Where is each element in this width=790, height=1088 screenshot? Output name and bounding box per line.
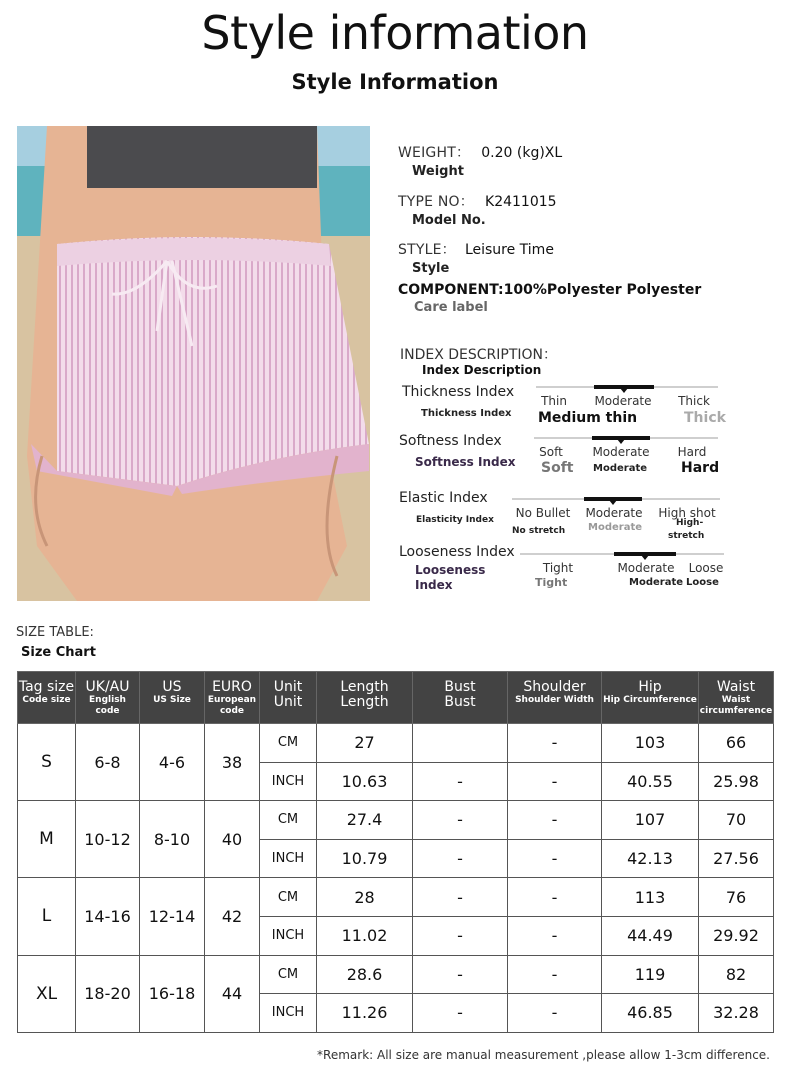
bust-cell: - — [413, 955, 508, 994]
table-row — [18, 724, 774, 763]
header-cn: Unit — [273, 694, 303, 710]
option-cn: Soft — [541, 460, 574, 476]
euro-cell: 40 — [205, 801, 260, 878]
option-label: High shot — [658, 506, 716, 520]
col-header-us — [140, 672, 205, 724]
header-en: Tag size — [18, 679, 75, 695]
component-value: COMPONENT:100%Polyester Polyester — [398, 282, 702, 298]
shoulder-cell: - — [508, 801, 602, 840]
bust-cell: - — [413, 801, 508, 840]
length-cell: 27 — [317, 724, 413, 763]
shoulder-cell: - — [508, 916, 602, 955]
option-cn: Thick — [684, 410, 726, 426]
option-cn: Hard — [681, 460, 720, 476]
weight-label: WEIGHT： — [398, 145, 471, 161]
header-en: Shoulder — [523, 679, 586, 695]
index-name-cn: Index — [415, 578, 453, 592]
option-cn: Moderate — [593, 463, 648, 474]
option-cn: Tight — [535, 576, 568, 589]
bust-cell — [413, 724, 508, 763]
selected-marker — [594, 385, 654, 389]
weight-block — [398, 142, 778, 179]
hip-cell: 46.85 — [602, 994, 699, 1033]
length-cell: 10.63 — [317, 762, 413, 801]
header-cn: Length — [340, 694, 389, 710]
remark-note: *Remark: All size are manual measurement ,please allow 1-3cm difference. — [317, 1048, 770, 1062]
col-header-length — [317, 672, 413, 724]
unit-cell: INCH — [260, 916, 317, 955]
waist-cell: 29.92 — [699, 916, 774, 955]
us-cell: 8-10 — [140, 801, 205, 878]
unit-cell: INCH — [260, 994, 317, 1033]
selected-marker — [592, 436, 650, 440]
index-scale-bar — [512, 498, 720, 500]
waist-cell: 76 — [699, 878, 774, 917]
hip-cell: 119 — [602, 955, 699, 994]
index-name-cn: Looseness — [415, 563, 486, 577]
shorts-illustration — [17, 126, 370, 601]
uk-cell: 10-12 — [76, 801, 140, 878]
option-label: Tight — [542, 561, 574, 575]
tag-size-cell: XL — [18, 955, 76, 1032]
unit-cell: CM — [260, 955, 317, 994]
thickness-index-row — [398, 384, 790, 434]
style-label: STYLE： — [398, 242, 456, 258]
shoulder-cell: - — [508, 762, 602, 801]
page-title: Style information — [201, 6, 589, 60]
tag-size-cell: M — [18, 801, 76, 878]
hip-cell: 42.13 — [602, 839, 699, 878]
header-en: Waist — [716, 679, 756, 695]
hip-cell: 107 — [602, 801, 699, 840]
us-cell: 16-18 — [140, 955, 205, 1032]
option-label: Thin — [541, 394, 567, 408]
option-label: Thick — [678, 394, 710, 408]
size-table-label: SIZE TABLE: — [16, 625, 94, 640]
unit-cell: INCH — [260, 839, 317, 878]
us-cell: 4-6 — [140, 724, 205, 801]
elastic-index-row — [398, 490, 790, 540]
weight-value: 0.20 (kg)XL — [481, 145, 563, 161]
bust-cell: - — [413, 839, 508, 878]
option-label: Moderate — [585, 506, 643, 520]
header-cn: Hip Circumference — [603, 695, 697, 705]
waist-cell: 27.56 — [699, 839, 774, 878]
header-row — [18, 672, 774, 724]
option-label: Hard — [677, 445, 707, 459]
looseness-index-row — [398, 544, 790, 594]
index-name-cn: Softness Index — [415, 455, 516, 469]
component-block — [398, 279, 778, 315]
table-row — [18, 878, 774, 917]
option-label: Moderate — [592, 445, 650, 459]
index-title: INDEX DESCRIPTION： — [400, 347, 558, 363]
size-chart-table — [17, 671, 774, 1033]
option-label: Soft — [539, 445, 563, 459]
selected-marker — [614, 552, 676, 556]
col-header-uk — [76, 672, 140, 724]
index-name-cn: Elasticity Index — [416, 515, 494, 525]
option-label: No Bullet — [515, 506, 571, 520]
index-name: Softness Index — [399, 433, 502, 449]
component-cn: Care label — [414, 300, 488, 315]
uk-cell: 18-20 — [76, 955, 140, 1032]
table-row — [18, 955, 774, 994]
header-en: Length — [340, 679, 389, 695]
table-row — [18, 801, 774, 840]
option-cn: High- — [676, 518, 704, 528]
col-header-hip — [602, 672, 699, 724]
length-cell: 27.4 — [317, 801, 413, 840]
index-scale-bar — [536, 386, 718, 388]
waist-cell: 82 — [699, 955, 774, 994]
unit-cell: INCH — [260, 762, 317, 801]
option-cn: Moderate — [629, 577, 684, 588]
index-name-cn: Thickness Index — [421, 408, 512, 419]
option-cn: Medium thin — [538, 410, 638, 426]
hip-cell: 113 — [602, 878, 699, 917]
size-table-label-cn: Size Chart — [21, 645, 96, 660]
index-name: Elastic Index — [399, 490, 488, 506]
header-cn: English code — [89, 695, 126, 716]
header-en: Hip — [638, 679, 662, 695]
shoulder-cell: - — [508, 724, 602, 763]
hip-cell: 40.55 — [602, 762, 699, 801]
shoulder-cell: - — [508, 955, 602, 994]
col-header-euro — [205, 672, 260, 724]
length-cell: 10.79 — [317, 839, 413, 878]
header-en: US — [162, 679, 182, 695]
bust-cell: - — [413, 994, 508, 1033]
tag-size-cell: S — [18, 724, 76, 801]
col-header-waist — [699, 672, 774, 724]
index-scale-bar — [520, 553, 724, 555]
unit-cell: CM — [260, 724, 317, 763]
col-header-shoulder — [508, 672, 602, 724]
shoulder-cell: - — [508, 839, 602, 878]
hip-cell: 44.49 — [602, 916, 699, 955]
uk-cell: 14-16 — [76, 878, 140, 955]
waist-cell: 70 — [699, 801, 774, 840]
softness-index-row — [398, 433, 790, 483]
col-header-tag-size — [18, 672, 76, 724]
bust-cell: - — [413, 878, 508, 917]
index-subtitle: Index Description — [422, 363, 542, 377]
style-block — [398, 239, 778, 276]
page-subtitle: Style Information — [291, 70, 499, 94]
style-cn: Style — [412, 261, 450, 276]
header-en: Bust — [444, 679, 476, 695]
bust-cell: - — [413, 916, 508, 955]
length-cell: 28.6 — [317, 955, 413, 994]
header-cn: Shoulder Width — [515, 695, 594, 705]
index-name: Looseness Index — [399, 544, 515, 560]
shoulder-cell: - — [508, 994, 602, 1033]
option-label: Loose — [688, 561, 724, 575]
header-cn: Bust — [444, 694, 476, 710]
header-cn: European code — [207, 695, 257, 716]
option-cn: Loose — [686, 577, 719, 588]
waist-cell: 66 — [699, 724, 774, 763]
length-cell: 11.26 — [317, 994, 413, 1033]
waist-cell: 32.28 — [699, 994, 774, 1033]
index-scale-bar — [534, 437, 718, 439]
header-cn: Code size — [22, 695, 71, 705]
unit-cell: CM — [260, 878, 317, 917]
option-cn: No stretch — [512, 526, 566, 536]
header-en: UK/AU — [85, 679, 130, 695]
unit-cell: CM — [260, 801, 317, 840]
type-block — [398, 191, 778, 228]
type-cn: Model No. — [412, 213, 486, 228]
col-header-bust — [413, 672, 508, 724]
index-name: Thickness Index — [402, 384, 515, 400]
uk-cell: 6-8 — [76, 724, 140, 801]
waist-cell: 25.98 — [699, 762, 774, 801]
us-cell: 12-14 — [140, 878, 205, 955]
euro-cell: 38 — [205, 724, 260, 801]
length-cell: 28 — [317, 878, 413, 917]
header-cn: Waist circumference — [699, 695, 773, 716]
bust-cell: - — [413, 762, 508, 801]
shoulder-cell: - — [508, 878, 602, 917]
header-en: EURO — [212, 679, 252, 695]
header-cn: US Size — [153, 695, 191, 705]
selected-marker — [584, 497, 642, 501]
hip-cell: 103 — [602, 724, 699, 763]
type-label: TYPE NO： — [398, 194, 474, 210]
option-label: Moderate — [594, 394, 652, 408]
product-photo — [17, 126, 370, 601]
weight-cn: Weight — [412, 164, 464, 179]
style-value: Leisure Time — [464, 242, 554, 258]
tag-size-cell: L — [18, 878, 76, 955]
option-label: Moderate — [617, 561, 675, 575]
length-cell: 11.02 — [317, 916, 413, 955]
header-en: Unit — [273, 679, 303, 695]
option-cn: Moderate — [588, 522, 643, 533]
type-value: K2411015 — [485, 194, 557, 210]
euro-cell: 44 — [205, 955, 260, 1032]
euro-cell: 42 — [205, 878, 260, 955]
col-header-unit — [260, 672, 317, 724]
option-cn: stretch — [668, 531, 705, 541]
